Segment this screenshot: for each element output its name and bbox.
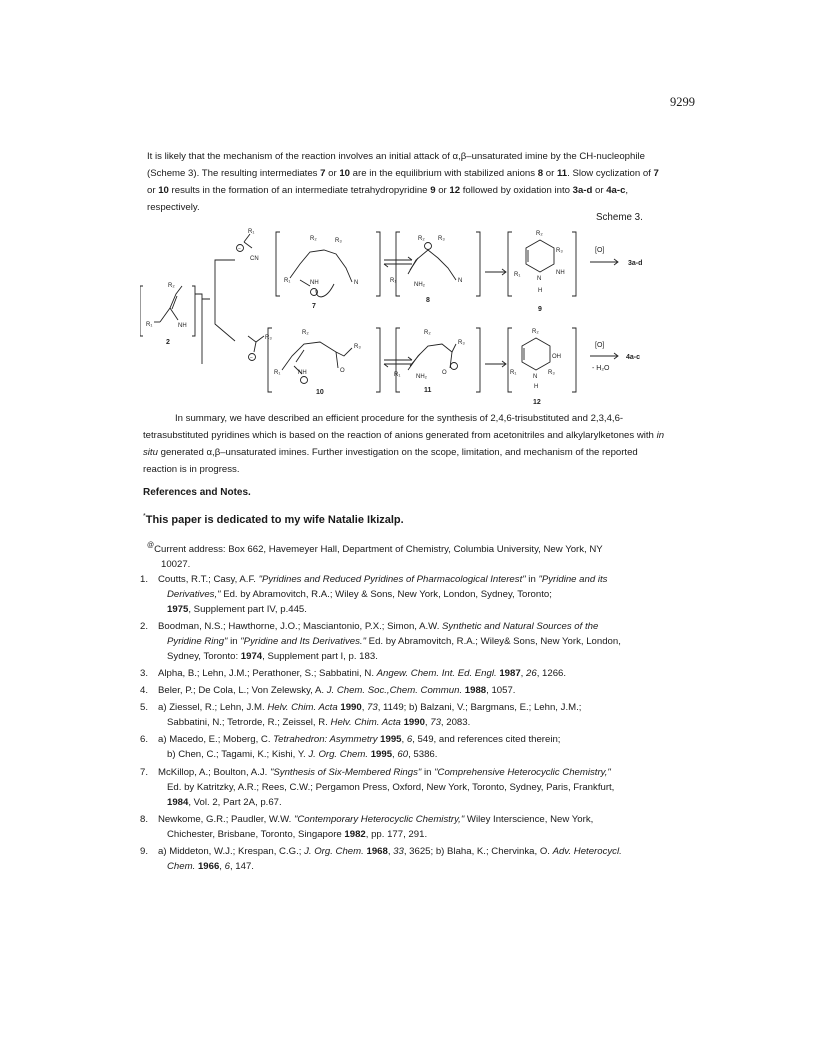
dedication-text: This paper is dedicated to my wife Natalie Ikizalp. xyxy=(145,514,404,526)
reference-line xyxy=(158,649,685,664)
text-run: , 1149; b) Balzani, V.; Bargmans, E.; Lehn, J.M.; xyxy=(377,702,582,714)
bold-text: 1987 xyxy=(499,668,521,680)
text-run: , xyxy=(219,860,225,872)
italic-text: Derivatives," xyxy=(167,589,221,600)
atom-r3: R₃ xyxy=(548,370,555,376)
bold-text: 1984 xyxy=(167,796,189,808)
atom-o: O xyxy=(442,370,447,376)
forward-arrow xyxy=(485,269,506,275)
address-line-2: 10027. xyxy=(161,559,191,570)
reagent-oxidation: [O] xyxy=(595,247,605,254)
atom-n: N xyxy=(458,278,463,284)
atom-r2: R₂ xyxy=(536,231,543,237)
text-run: or xyxy=(592,185,607,196)
compound-8-chain xyxy=(408,250,456,280)
italic-text: Synthetic and Natural Sources of the xyxy=(442,621,599,633)
italic-text: J. Chem. Soc.,Chem. Commun. xyxy=(326,685,463,697)
italic-text: 60 xyxy=(397,749,409,761)
reaction-scheme xyxy=(140,224,660,406)
text-run: or xyxy=(325,168,340,179)
atom-r3: R₃ xyxy=(438,236,445,242)
atom-r1: R₁ xyxy=(248,229,255,235)
minus-sign: − xyxy=(238,246,241,252)
address-mark: @ xyxy=(147,542,155,549)
reference-line xyxy=(158,732,685,747)
atom-n: N xyxy=(537,276,542,282)
text-run: a) Macedo, E.; Moberg, C. xyxy=(158,734,274,746)
reference-line xyxy=(158,765,685,780)
reference-item xyxy=(140,700,685,730)
reference-number: 3. xyxy=(140,668,149,680)
reference-item xyxy=(140,732,685,762)
atom-nh: NH xyxy=(298,370,307,376)
reference-item xyxy=(140,572,685,617)
intro-paragraph xyxy=(147,148,667,216)
atom-h: H xyxy=(534,384,539,390)
reference-line xyxy=(158,780,685,795)
text-run: are in the equilibrium with stabilized anions xyxy=(350,168,538,179)
oxidation-arrow xyxy=(590,259,618,265)
text-run: Ed. by Abramovitch, R.A.; Wiley& Sons, New York, London, xyxy=(366,636,621,648)
italic-text: "Pyridines and Reduced Pyridines of Pharmacological Interest" xyxy=(258,574,526,585)
atom-n: N xyxy=(533,374,538,380)
branch-connector xyxy=(195,294,210,364)
text-run: , 2083. xyxy=(440,717,471,729)
text-run: generated α,β–unsaturated imines. Further investigation on the scope, limitation, and mechanism of the reported reaction is in progress. xyxy=(143,447,638,475)
text-run: or xyxy=(435,185,450,196)
reference-number: 1. xyxy=(140,574,149,585)
text-run: in xyxy=(525,574,539,585)
atom-r2: R₂ xyxy=(168,283,175,289)
equilibrium-arrow xyxy=(384,357,412,367)
compound-label-7: 7 xyxy=(312,303,316,310)
atom-nh2: NH₂ xyxy=(414,282,425,288)
text-run: Coutts, R.T.; Casy, A.F. xyxy=(158,574,259,585)
product-label-4a-c: 4a-c xyxy=(626,354,641,361)
italic-text: Helv. Chim. Acta xyxy=(330,717,401,729)
atom-r3: R₃ xyxy=(335,238,342,244)
bold-text: 3a-d xyxy=(572,185,593,196)
atom-cn: CN xyxy=(250,256,259,262)
text-run: Boodman, N.S.; Hawthorne, J.O.; Masciantonio, P.X.; Simon, A.W. xyxy=(158,621,443,633)
atom-r2: R₂ xyxy=(424,330,431,336)
atom-r2: R₂ xyxy=(532,329,539,335)
text-run: Wiley Interscience, New York, xyxy=(464,813,594,825)
italic-text: Tetrahedron: Asymmetry xyxy=(273,734,378,746)
text-run: It is likely that the mechanism of the reaction involves an initial attack of α,β–unsaturated imine by the CH-nucleophile (Scheme 3). The resulting intermediates xyxy=(147,151,645,179)
text-run: , 1057. xyxy=(486,685,516,697)
text-run: Alpha, B.; Lehn, J.M.; Perathoner, S.; Sabbatini, N. xyxy=(158,668,377,680)
text-run: , 3625; b) Blaha, K.; Chervinka, O. xyxy=(403,845,553,857)
atom-r2: R₂ xyxy=(418,236,425,242)
reference-line xyxy=(158,812,685,827)
atom-r1: R₁ xyxy=(284,278,291,284)
atom-n: N xyxy=(354,280,359,286)
reference-line xyxy=(158,827,685,842)
text-run: , xyxy=(401,734,407,746)
reference-line xyxy=(158,795,685,810)
text-run: , xyxy=(387,845,394,857)
italic-text: Pyridine Ring" xyxy=(167,636,228,648)
compound-label-10: 10 xyxy=(316,389,324,396)
text-run: In summary, we have described an efficient procedure for the synthesis of 2,4,6-trisubstituted and 2,3,4,6-tetrasubstituted pyridines which is based on the reaction of anions generated from acetonitriles and alkylarylketones with xyxy=(143,413,657,441)
text-run: . Slow cyclization of xyxy=(567,168,654,179)
reagent-water-loss: - H₂O xyxy=(592,365,610,372)
compound-label-11: 11 xyxy=(424,387,432,394)
atom-r1: R₁ xyxy=(394,372,401,378)
reference-line xyxy=(158,634,685,649)
reference-item xyxy=(140,619,685,664)
italic-text: "Synthesis of Six-Membered Rings" xyxy=(269,766,422,778)
compound-11-chain xyxy=(408,344,456,370)
text-run: , xyxy=(424,717,431,729)
reference-number: 6. xyxy=(140,734,149,746)
bold-text: 8 xyxy=(537,168,544,179)
italic-text: Helv. Chim. Acta xyxy=(267,702,338,714)
reference-number: 9. xyxy=(140,845,149,857)
reference-item xyxy=(140,683,685,698)
text-run: or xyxy=(147,185,159,196)
italic-text: "Comprehensive Heterocyclic Chemistry," xyxy=(434,766,611,778)
italic-text: J. Org. Chem. xyxy=(308,749,369,761)
bold-text: 7 xyxy=(320,168,326,179)
reference-list xyxy=(140,572,685,876)
atom-r3: R₃ xyxy=(556,248,563,254)
text-run: Ed. by Katritzky, A.R.; Rees, C.W.; Pergamon Press, Oxford, New York, Toronto, Sydney, Paris, Frankfurt, xyxy=(167,781,615,793)
atom-r3: R₃ xyxy=(458,340,465,346)
italic-text: "Contemporary Heterocyclic Chemistry," xyxy=(293,813,465,825)
text-run: , Vol. 2, Part 2A, p.67. xyxy=(188,796,282,808)
reference-line xyxy=(158,602,685,617)
page-number: 9299 xyxy=(670,95,695,109)
bold-text: 10 xyxy=(158,185,169,196)
reference-line xyxy=(158,666,685,681)
text-run: , pp. 177, 291. xyxy=(365,828,428,840)
reference-line xyxy=(158,587,685,602)
italic-text: Chem. xyxy=(167,860,196,872)
text-run: Sydney, Toronto: xyxy=(167,651,241,663)
bold-text: 12 xyxy=(449,185,461,196)
bold-text: 1966 xyxy=(197,860,220,872)
italic-text: 6 xyxy=(224,860,230,872)
compound-7-chain xyxy=(290,250,352,282)
text-run: , xyxy=(392,749,398,761)
reference-number: 2. xyxy=(140,621,149,633)
compound-2-structure xyxy=(140,286,195,336)
text-run: followed by oxidation into xyxy=(460,185,573,196)
atom-r3: R₃ xyxy=(265,335,272,341)
reference-line xyxy=(158,747,685,762)
reagent-oxidation: [O] xyxy=(595,342,605,349)
text-run: Ed. by Abramovitch, R.A.; Wiley & Sons, New York, London, Sydney, Toronto; xyxy=(220,589,552,600)
italic-text: "Pyridine and Its Derivatives." xyxy=(240,636,366,648)
address-line-1: Current address: Box 662, Havemeyer Hall, Department of Chemistry, Columbia University, New York, NY xyxy=(154,544,603,555)
text-run: , 5386. xyxy=(408,749,438,761)
text-run: Chichester, Brisbane, Toronto, Singapore xyxy=(167,828,345,840)
atom-r1: R₁ xyxy=(146,322,153,328)
italic-text: 73 xyxy=(430,717,441,729)
text-run: , xyxy=(520,668,527,680)
compound-label-9: 9 xyxy=(538,306,542,313)
bold-text: 1995 xyxy=(370,749,393,761)
text-run: McKillop, A.; Boulton, A.J. xyxy=(158,766,270,778)
atom-nh: NH xyxy=(556,270,565,276)
forward-arrow xyxy=(485,361,506,367)
bold-text: 7 xyxy=(653,168,659,179)
text-run: Sabbatini, N.; Tetrorde, R.; Zeissel, R. xyxy=(167,717,331,729)
summary-paragraph xyxy=(143,410,670,478)
atom-o: O xyxy=(340,368,345,374)
text-run: , respectively. xyxy=(147,185,629,213)
bold-text: 1988 xyxy=(464,685,487,697)
atom-nh2: NH₂ xyxy=(416,374,427,380)
atom-nh: NH xyxy=(310,280,319,286)
compound-label-12: 12 xyxy=(533,399,541,406)
reference-line xyxy=(158,700,685,715)
italic-text: in situ xyxy=(143,430,665,458)
reference-line xyxy=(158,683,685,698)
reference-number: 7. xyxy=(140,766,149,778)
bold-text: 1975 xyxy=(167,604,189,615)
text-run: Newkome, G.R.; Paudler, W.W. xyxy=(158,813,294,825)
reference-item xyxy=(140,844,685,874)
text-run: , Supplement part IV, p.445. xyxy=(188,604,307,615)
current-address-note xyxy=(147,538,667,572)
minus-sign: − xyxy=(250,355,253,361)
atom-h: H xyxy=(538,288,543,294)
italic-text: Adv. Heterocycl. xyxy=(552,845,622,857)
atom-nh: NH xyxy=(178,323,187,329)
atom-r1: R₁ xyxy=(514,272,521,278)
bold-text: 1974 xyxy=(240,651,263,663)
text-run: , 549, and references cited therein; xyxy=(412,734,561,746)
bold-text: 1995 xyxy=(380,734,402,746)
oxidation-arrow xyxy=(590,353,618,359)
dedication-note xyxy=(143,513,404,526)
reference-item xyxy=(140,765,685,810)
reference-line xyxy=(158,619,685,634)
compound-label-8: 8 xyxy=(426,297,430,304)
italic-text: 33 xyxy=(393,845,404,857)
text-run: in xyxy=(227,636,241,648)
bold-text: 1990 xyxy=(340,702,362,714)
bold-text: 1982 xyxy=(344,828,366,840)
text-run: Beler, P.; De Cola, L.; Von Zelewsky, A. xyxy=(158,685,327,697)
scheme-label: Scheme 3. xyxy=(596,212,643,223)
reference-line xyxy=(158,715,685,730)
text-run: or xyxy=(543,168,557,179)
reference-item xyxy=(140,666,685,681)
atom-r2: R₂ xyxy=(302,330,309,336)
text-run: , xyxy=(361,702,368,714)
bold-text: 4a-c xyxy=(606,185,626,196)
reference-number: 4. xyxy=(140,685,149,697)
product-label-3a-d: 3a-d xyxy=(628,260,643,267)
compound-10-chain xyxy=(282,342,352,370)
reference-line xyxy=(158,859,685,874)
compound-label-2: 2 xyxy=(166,339,170,346)
reference-item xyxy=(140,812,685,842)
reference-number: 8. xyxy=(140,813,149,825)
italic-text: 73 xyxy=(367,702,378,714)
atom-r1: R₁ xyxy=(390,278,397,284)
text-run: results in the formation of an intermediate tetrahydropyridine xyxy=(168,185,431,196)
text-run: a) Middeton, W.J.; Krespan, C.G.; xyxy=(158,845,305,857)
italic-text: 6 xyxy=(406,734,413,746)
bold-text: 9 xyxy=(430,185,436,196)
text-run: , Supplement part I, p. 183. xyxy=(262,651,378,663)
reference-line xyxy=(158,844,685,859)
atom-r2: R₂ xyxy=(310,236,317,242)
bold-text: 1990 xyxy=(403,717,425,729)
text-run: , 147. xyxy=(229,860,254,872)
bold-text: 11 xyxy=(556,168,568,179)
text-run: , 1266. xyxy=(536,668,567,680)
italic-text: "Pyridine and its xyxy=(538,574,608,585)
italic-text: Angew. Chem. Int. Ed. Engl. xyxy=(376,668,497,680)
atom-oh: OH xyxy=(552,354,561,360)
atom-r1: R₁ xyxy=(274,370,281,376)
italic-text: J. Org. Chem. xyxy=(304,845,364,857)
equilibrium-arrow xyxy=(384,257,412,267)
compound-12-ring xyxy=(522,338,550,370)
italic-text: 26 xyxy=(526,668,537,680)
atom-r3: R₃ xyxy=(354,344,361,350)
reference-number: 5. xyxy=(140,702,149,714)
reference-line xyxy=(158,572,685,587)
text-run: in xyxy=(421,766,435,778)
text-run: b) Chen, C.; Tagami, K.; Kishi, Y. xyxy=(167,749,309,761)
atom-r1: R₁ xyxy=(510,370,517,376)
references-heading: References and Notes. xyxy=(143,487,251,498)
compound-9-ring xyxy=(526,240,554,272)
dedication-mark: * xyxy=(143,513,146,520)
bold-text: 1968 xyxy=(366,845,388,857)
text-run: a) Ziessel, R.; Lehn, J.M. xyxy=(158,702,268,714)
bold-text: 10 xyxy=(339,168,351,179)
